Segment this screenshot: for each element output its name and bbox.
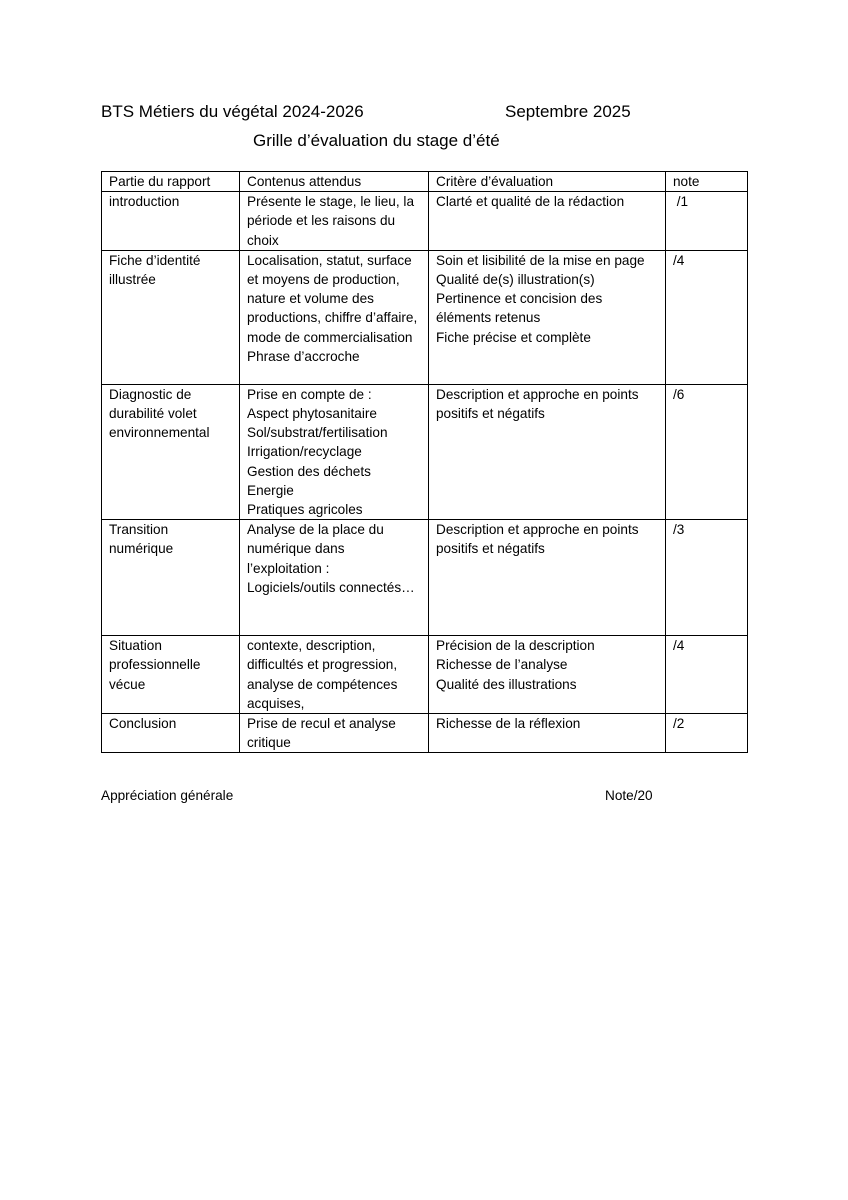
cell-criteres-line: Clarté et qualité de la rédaction <box>436 194 625 210</box>
cell-partie <box>102 250 240 384</box>
cell-partie-line: Situation professionnelle vécue <box>109 638 201 692</box>
total-note-label: Note/20 <box>605 788 653 803</box>
cell-contenus-line: Phrase d’accroche <box>247 348 360 364</box>
cell-criteres-line: Fiche précise et complète <box>436 329 591 345</box>
date-label: Septembre 2025 <box>505 102 631 121</box>
program-label: BTS Métiers du végétal 2024-2026 <box>101 102 364 121</box>
cell-contenus <box>240 250 429 384</box>
cell-contenus-line: Prise en compte de : <box>247 386 372 402</box>
cell-criteres-line: Précision de la description <box>436 638 595 654</box>
cell-criteres-line: Qualité de(s) illustration(s) <box>436 272 595 288</box>
cell-partie-line: Diagnostic de durabilité volet environnemental <box>109 386 210 441</box>
cell-contenus <box>240 636 429 714</box>
column-header-criteres: Critère d’évaluation <box>429 172 666 192</box>
evaluation-grid-table <box>101 171 748 753</box>
column-header-contenus: Contenus attendus <box>240 172 429 192</box>
cell-note: /1 <box>666 192 748 251</box>
cell-criteres <box>429 250 666 384</box>
cell-criteres <box>429 714 666 753</box>
cell-partie-line: Transition numérique <box>109 522 174 557</box>
cell-criteres-line: Richesse de la réflexion <box>436 716 581 732</box>
table-row <box>102 714 748 753</box>
cell-note: /4 <box>666 250 748 384</box>
document-header <box>101 102 661 128</box>
cell-criteres-line: Richesse de l’analyse <box>436 657 568 673</box>
cell-criteres <box>429 384 666 519</box>
cell-criteres-line: Pertinence et concision des éléments retenus <box>436 291 603 326</box>
cell-note: /4 <box>666 636 748 714</box>
cell-contenus-line: Energie <box>247 482 294 498</box>
table-row <box>102 384 748 519</box>
cell-contenus-line: Aspect phytosanitaire <box>247 406 377 422</box>
cell-criteres-line: Qualité des illustrations <box>436 676 577 692</box>
cell-note: /2 <box>666 714 748 753</box>
cell-criteres <box>429 192 666 251</box>
cell-contenus-line: Logiciels/outils connectés… <box>247 579 415 595</box>
cell-contenus-line: Présente le stage, le lieu, la période et les raisons du choix <box>247 194 415 248</box>
cell-partie <box>102 520 240 636</box>
table-row <box>102 192 748 251</box>
cell-partie <box>102 384 240 519</box>
cell-note: /3 <box>666 520 748 636</box>
cell-partie-line: introduction <box>109 194 180 210</box>
cell-contenus-line: Sol/substrat/fertilisation <box>247 425 388 441</box>
cell-contenus-line: Gestion des déchets <box>247 463 371 479</box>
cell-partie <box>102 192 240 251</box>
table-row <box>102 250 748 384</box>
cell-contenus-line: Irrigation/recyclage <box>247 444 362 460</box>
column-header-partie: Partie du rapport <box>102 172 240 192</box>
cell-contenus <box>240 714 429 753</box>
cell-contenus-line: Localisation, statut, surface et moyens de production, nature et volume des productions, chiffre d’affaire, mode de commercialisation <box>247 252 418 345</box>
cell-partie <box>102 636 240 714</box>
table-row <box>102 520 748 636</box>
cell-criteres-line: Description et approche en points positifs et négatifs <box>436 522 639 557</box>
cell-criteres <box>429 636 666 714</box>
cell-contenus-line: Analyse de la place du numérique dans l’exploitation : <box>247 522 384 576</box>
cell-criteres <box>429 520 666 636</box>
cell-contenus <box>240 192 429 251</box>
table-header-row <box>102 172 748 192</box>
cell-criteres-line: Soin et lisibilité de la mise en page <box>436 252 645 268</box>
document-title: Grille d’évaluation du stage d’été <box>253 131 500 150</box>
cell-partie-line: Fiche d’identité illustrée <box>109 252 201 288</box>
cell-contenus <box>240 520 429 636</box>
table-row <box>102 636 748 714</box>
cell-contenus-line: contexte, description, difficultés et progression, analyse de compétences acquises, <box>247 638 398 711</box>
cell-contenus <box>240 384 429 519</box>
cell-partie-line: Conclusion <box>109 716 177 732</box>
cell-partie <box>102 714 240 753</box>
cell-contenus-line: Pratiques agricoles <box>247 502 363 518</box>
cell-contenus-line: Prise de recul et analyse critique <box>247 716 396 751</box>
cell-note: /6 <box>666 384 748 519</box>
appreciation-label: Appréciation générale <box>101 788 234 803</box>
column-header-note: note <box>666 172 748 192</box>
table-body <box>102 192 748 753</box>
cell-criteres-line: Description et approche en points positifs et négatifs <box>436 386 639 422</box>
